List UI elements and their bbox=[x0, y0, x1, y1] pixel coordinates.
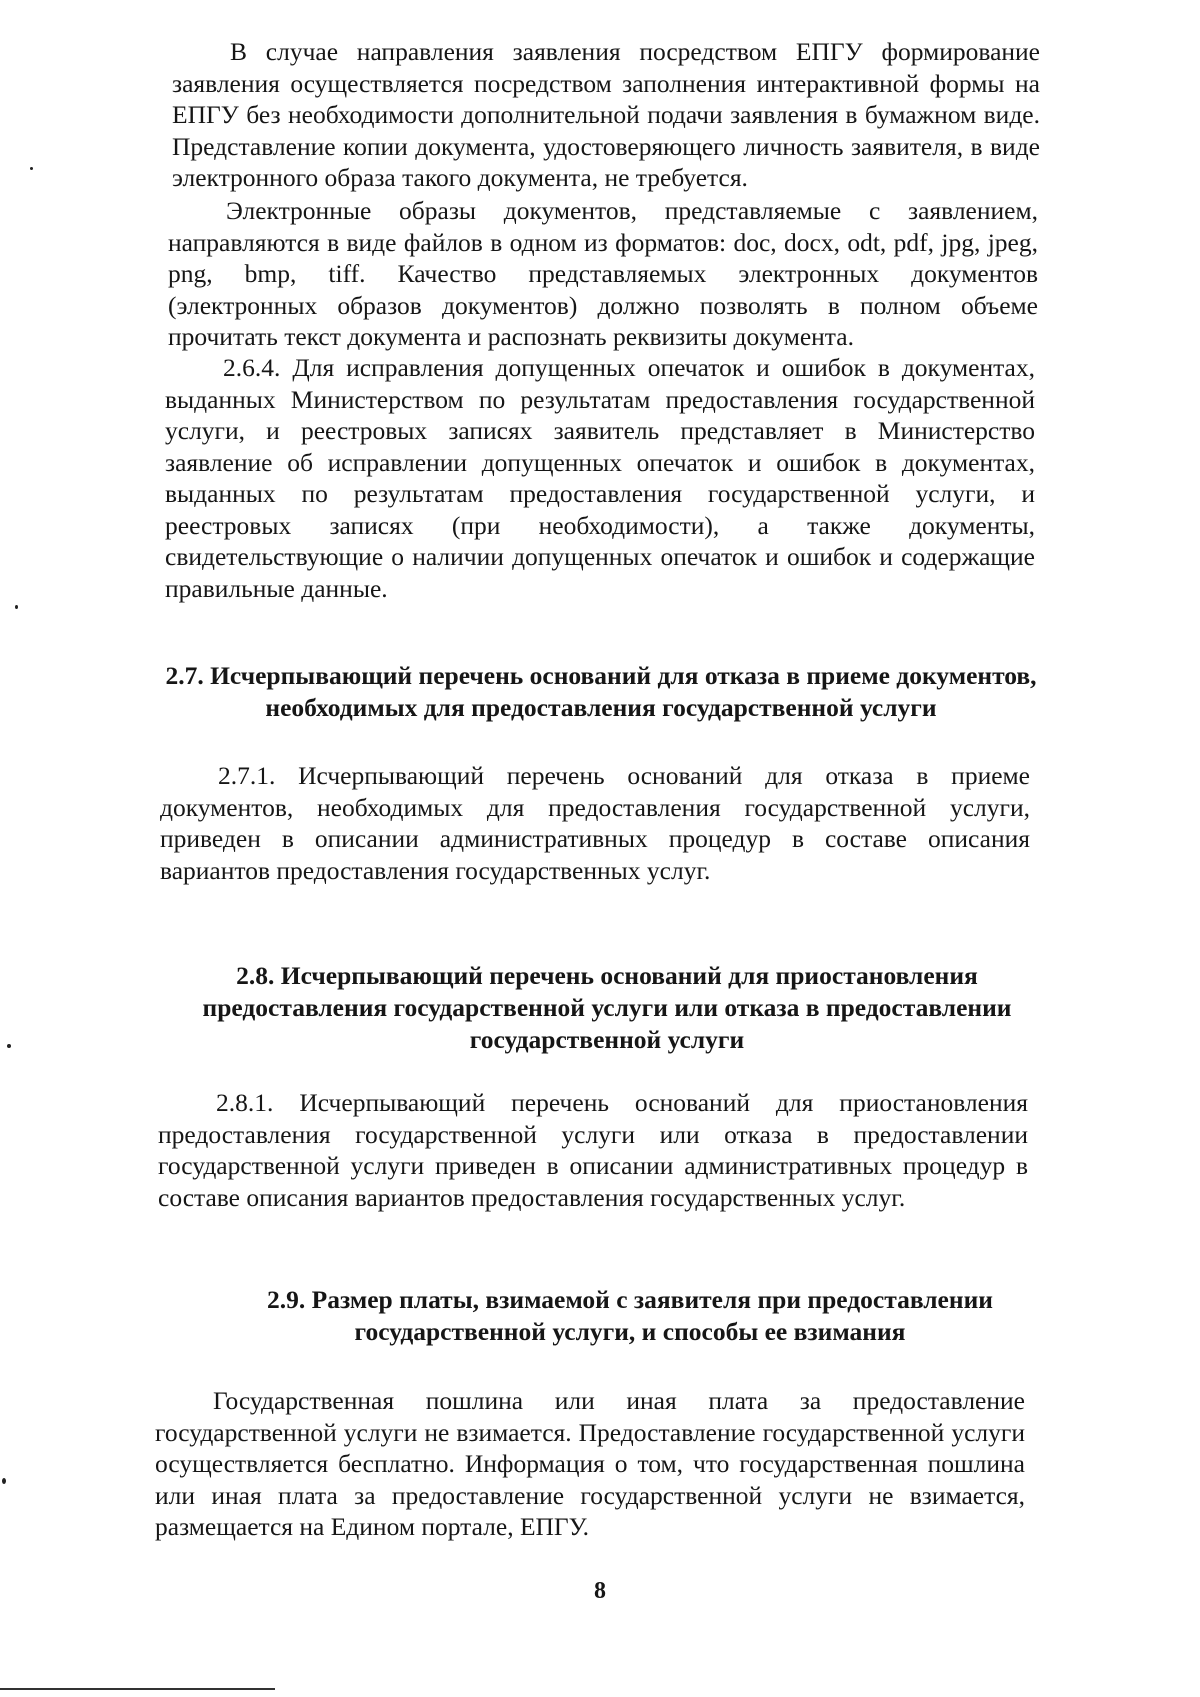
scan-speck-4 bbox=[2, 1478, 6, 1484]
section-2-7-text: 2.7.1. Исчерпывающий перечень оснований для отказа в приеме документов, необходимых для предоставления государственной услуги, приведен в описании административных процедур в составе описания вариантов предоставления государственных услуг. bbox=[160, 761, 1030, 885]
scan-speck-2 bbox=[15, 605, 18, 609]
page-number: 8 bbox=[594, 1578, 606, 1604]
paragraph-epgu-application: В случае направления заявления посредством ЕПГУ формирование заявления осуществляется посредством заполнения интерактивной формы на ЕПГУ без необходимости дополнительной подачи заявления в бумажном виде. Представление копии документа, удостоверяющего личность заявителя, в виде электронного образа такого документа, не требуется. bbox=[172, 37, 1040, 192]
paragraph-2-6-4: 2.6.4. Для исправления допущенных опечаток и ошибок в документах, выданных Министерством по результатам предоставления государственной услуги, и реестровых записях заявитель представляет в Министерство заявление об исправлении допущенных опечаток и ошибок в документах, выданных по результатам предоставления государственной услуги, и реестровых записях (при необходимости), а также документы, свидетельствующие о наличии допущенных опечаток и ошибок и содержащие правильные данные. bbox=[165, 353, 1035, 603]
section-2-9-heading: 2.9. Размер платы, взимаемой с заявителя при предоставлении государственной услуги, и способы ее взимания bbox=[267, 1285, 993, 1346]
paragraph-electronic-images: Электронные образы документов, представляемые с заявлением, направляются в виде файлов в одном из форматов: doc, docx, odt, pdf, jpg, jpeg, png, bmp, tiff. Качество представляемых электронных документов (электронных образов документов) должно позволять в полном объеме прочитать текст документа и распознать реквизиты документа. bbox=[168, 196, 1038, 351]
section-2-8-heading: 2.8. Исчерпывающий перечень оснований для приостановления предоставления государственной услуги или отказа в предоставлении государственной услуги bbox=[202, 961, 1012, 1054]
scan-edge-line bbox=[0, 1688, 275, 1690]
section-2-9-text: Государственная пошлина или иная плата за предоставление государственной услуги не взимается. Предоставление государственной услуги осуществляется бесплатно. Информация о том, что государственная пошлина или иная плата за предоставление государственной услуги не взимается, размещается на Едином портале, ЕПГУ. bbox=[155, 1386, 1025, 1541]
scan-speck-1 bbox=[30, 167, 33, 170]
section-2-8-text: 2.8.1. Исчерпывающий перечень оснований для приостановления предоставления государственной услуги или отказа в предоставлении государственной услуги приведен в описании административных процедур в составе описания вариантов предоставления государственных услуг. bbox=[158, 1088, 1028, 1212]
section-2-7-heading: 2.7. Исчерпывающий перечень оснований для отказа в приеме документов, необходимых для предоставления государственной услуги bbox=[165, 661, 1037, 722]
scan-speck-3 bbox=[7, 1044, 11, 1048]
